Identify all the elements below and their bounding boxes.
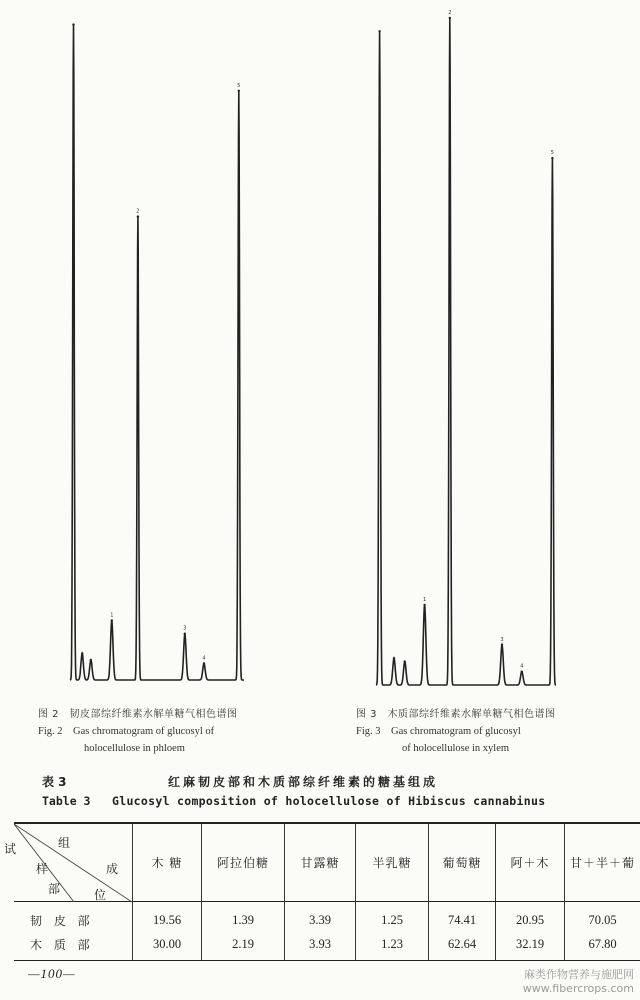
- peak-2: [393, 657, 395, 659]
- peak-6: [184, 633, 186, 635]
- figure-3-caption-en-line2: of holocellulose in xylem: [402, 743, 510, 754]
- table-number-en: Table 3: [42, 794, 91, 808]
- peak-4: [111, 619, 113, 621]
- watermark-url: www.fibercrops.com: [522, 982, 634, 995]
- corner-label-zu: 组: [58, 836, 71, 850]
- header-ara-plus-xyl: 阿＋木: [496, 823, 565, 901]
- corner-label-shi: 试: [4, 842, 17, 856]
- peak-1: [378, 30, 380, 32]
- peak-label: 5: [550, 150, 554, 157]
- row-label-xylem: 木 质 部: [14, 933, 133, 961]
- figure-3-caption-cn: 图 3 木质部综纤维素水解单糖气相色谱图: [356, 709, 556, 720]
- header-glucose: 葡萄糖: [429, 823, 496, 901]
- chromatogram-phloem: [0, 0, 320, 700]
- chromatogram-trace: [376, 18, 556, 685]
- figure-3-caption: [356, 706, 636, 757]
- peak-label: 1: [110, 612, 114, 619]
- corner-label-bu: 部: [48, 882, 61, 896]
- peak-7: [521, 671, 523, 673]
- peak-8: [551, 157, 553, 159]
- table-caption-cn: 红麻韧皮部和木质部综纤维素的糖基组成: [168, 775, 439, 789]
- table-cell: 67.80: [565, 933, 640, 961]
- header-mannose: 甘露糖: [285, 823, 356, 901]
- table-header-row: [14, 823, 640, 901]
- peak-label: 1: [423, 597, 427, 603]
- corner-label-cheng: 成: [106, 862, 119, 876]
- header-man-gal-glc: 甘＋半＋葡: [565, 823, 640, 901]
- peak-label: 2: [136, 208, 140, 215]
- corner-label-yang: 样: [36, 862, 49, 876]
- watermark-site-name: 麻类作物营养与施肥网: [524, 968, 634, 981]
- peak-label: 5: [237, 82, 241, 89]
- table-cell: 2.19: [202, 933, 285, 961]
- row-label-phloem: 韧 皮 部: [30, 914, 94, 928]
- table-cell: 1.39: [202, 901, 285, 933]
- table-cell: 20.95: [496, 901, 565, 933]
- table-cell: 19.56: [133, 901, 202, 933]
- peak-5: [137, 215, 139, 217]
- figure-2-caption-en-line1: Fig. 2 Gas chromatogram of glucosyl of: [38, 726, 215, 737]
- page-number: —100—: [28, 966, 76, 981]
- corner-label-wei: 位: [94, 888, 107, 902]
- peak-2: [81, 652, 83, 654]
- figure-3-caption-en-line1: Fig. 3 Gas chromatogram of glucosyl: [356, 726, 521, 737]
- table-cell: 32.19: [496, 933, 565, 961]
- table-corner-header: [4, 823, 133, 902]
- figure-2-caption-cn: 图 2 韧皮部综纤维素水解单糖气相色谱图: [38, 709, 238, 720]
- peak-8: [238, 90, 240, 92]
- header-galactose: 半乳糖: [356, 823, 429, 901]
- table-cell: 62.64: [429, 933, 496, 961]
- table-cell: 74.41: [429, 901, 496, 933]
- header-arabinose: 阿拉伯糖: [202, 823, 285, 901]
- table-cell: 1.25: [356, 901, 429, 933]
- peak-label: 2: [448, 10, 452, 16]
- table-row: [14, 933, 640, 961]
- figure-2-chromatogram: [0, 0, 320, 754]
- peak-3: [90, 659, 92, 661]
- peak-label: 3: [500, 637, 504, 643]
- peak-4: [423, 604, 425, 606]
- peak-label: 3: [183, 625, 187, 632]
- figure-3-chromatogram: [320, 0, 640, 754]
- chromatogram-xylem: [320, 0, 640, 700]
- table-cell: 70.05: [565, 901, 640, 933]
- figure-2-caption-en-line2: holocellulose in phloem: [84, 743, 185, 754]
- table-cell: 3.93: [285, 933, 356, 961]
- chromatogram-trace: [70, 25, 244, 680]
- table-number-cn: 表 3: [42, 775, 67, 789]
- peak-5: [449, 17, 451, 19]
- peak-1: [72, 23, 74, 25]
- table-cell: 30.00: [133, 933, 202, 961]
- peak-3: [404, 661, 406, 663]
- glucosyl-composition-table: [4, 822, 640, 961]
- table-cell: 1.23: [356, 933, 429, 961]
- table-cell: 3.39: [285, 901, 356, 933]
- table-row: [14, 901, 640, 933]
- figure-2-caption: [38, 706, 318, 757]
- table-caption-en: Glucosyl composition of holocellulose of Hibiscus cannabinus: [112, 794, 546, 808]
- header-xylose: 木 糖: [133, 823, 202, 901]
- peak-label: 4: [520, 663, 524, 670]
- peak-label: 4: [202, 655, 206, 662]
- peak-7: [203, 662, 205, 664]
- peak-6: [501, 644, 503, 646]
